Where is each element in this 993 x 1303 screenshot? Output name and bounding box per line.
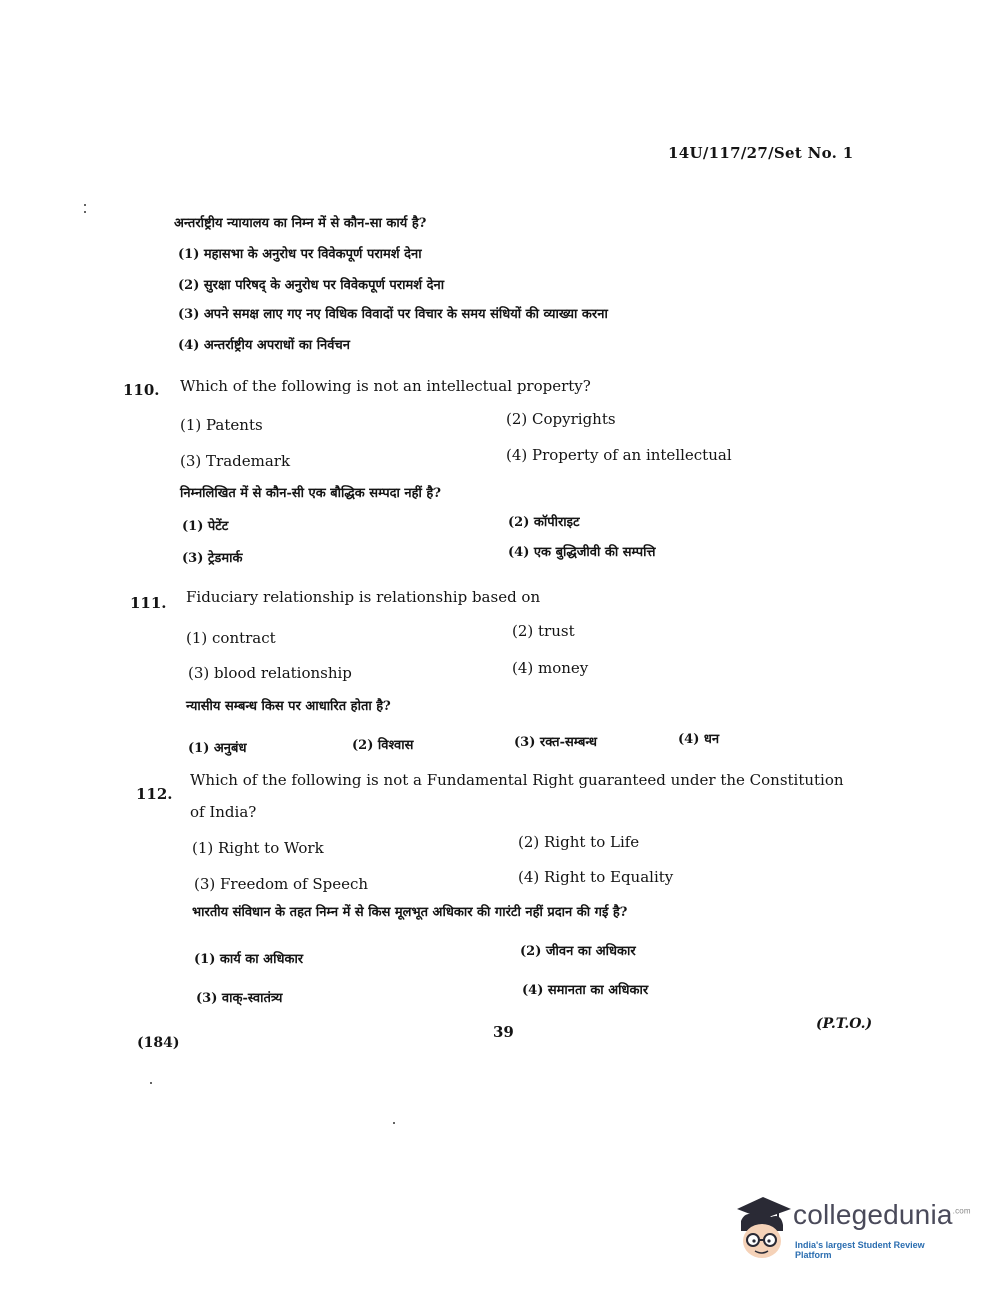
option-4: (4) अन्तर्राष्ट्रीय अपराधों का निर्वचन [178,338,350,353]
option-1: (1) महासभा के अनुरोध पर विवेकपूर्ण परामर्श देना [178,247,422,262]
logo-wordmark: collegedunia [793,1199,953,1230]
scan-speck [84,211,86,213]
option-3: (3) Trademark [180,452,291,470]
option-3: (3) अपने समक्ष लाए गए नए विधिक विवादों पर विचार के समय संधियों की व्याख्या करना [178,307,608,322]
hindi-option-3: (3) रक्त-सम्बन्ध [514,735,597,750]
hindi-option-1: (1) पेटेंट [182,519,229,534]
scan-speck [393,1122,395,1124]
option-3: (3) Freedom of Speech [194,875,369,893]
option-2: (2) Right to Life [518,833,640,851]
option-1: (1) Right to Work [192,839,324,857]
hindi-option-1: (1) अनुबंध [188,741,247,756]
scan-speck [150,1082,152,1084]
question-number: 112. [136,785,173,803]
option-4: (4) Right to Equality [518,868,674,886]
pto-label: (P.T.O.) [816,1016,873,1032]
hindi-option-1: (1) कार्य का अधिकार [194,952,304,967]
set-code: 14U/117/27/Set No. 1 [668,144,854,162]
option-4: (4) money [512,659,589,677]
option-2: (2) trust [512,622,575,640]
question-text-line-2: of India? [190,803,257,821]
collegedunia-logo [733,1195,971,1267]
hindi-question: निम्नलिखित में से कौन-सी एक बौद्धिक सम्पदा नहीं है? [180,486,441,501]
option-2: (2) Copyrights [506,410,616,428]
hindi-option-2: (2) कॉपीराइट [508,515,580,530]
option-1: (1) Patents [180,416,263,434]
question-text: Which of the following is not an intellectual property? [180,377,591,395]
question-text: अन्तर्राष्ट्रीय न्यायालय का निम्न में से कौन-सा कार्य है? [174,216,427,231]
mascot-icon [733,1195,793,1265]
question-number: 111. [130,594,167,612]
logo-tagline: India's largest Student Review Platform [795,1240,925,1260]
option-4: (4) Property of an intellectual [506,446,732,464]
hindi-option-2: (2) विश्वास [352,738,414,753]
option-1: (1) contract [186,629,276,647]
paper-code: (184) [137,1035,180,1051]
hindi-option-4: (4) एक बुद्धिजीवी की सम्पत्ति [508,545,656,560]
scan-speck [84,204,86,206]
hindi-question: न्यासीय सम्बन्ध किस पर आधारित होता है? [186,699,391,714]
hindi-question: भारतीय संविधान के तहत निम्न में से किस मूलभूत अधिकार की गारंटी नहीं प्रदान की गई है? [192,905,628,920]
question-text: Fiduciary relationship is relationship based on [186,588,541,606]
hindi-option-3: (3) वाक्-स्वातंत्र्य [196,991,283,1006]
page-number: 39 [493,1023,514,1041]
hindi-option-4: (4) धन [678,732,720,747]
option-2: (2) सुरक्षा परिषद् के अनुरोध पर विवेकपूर्ण परामर्श देना [178,278,445,293]
hindi-option-4: (4) समानता का अधिकार [522,983,649,998]
hindi-option-3: (3) ट्रेडमार्क [182,551,243,566]
option-3: (3) blood relationship [188,664,352,682]
logo-domain-suffix: .com [952,1206,971,1216]
question-text-line-1: Which of the following is not a Fundamental Right guaranteed under the Constitution [190,771,844,789]
question-number: 110. [123,381,160,399]
hindi-option-2: (2) जीवन का अधिकार [520,944,636,959]
